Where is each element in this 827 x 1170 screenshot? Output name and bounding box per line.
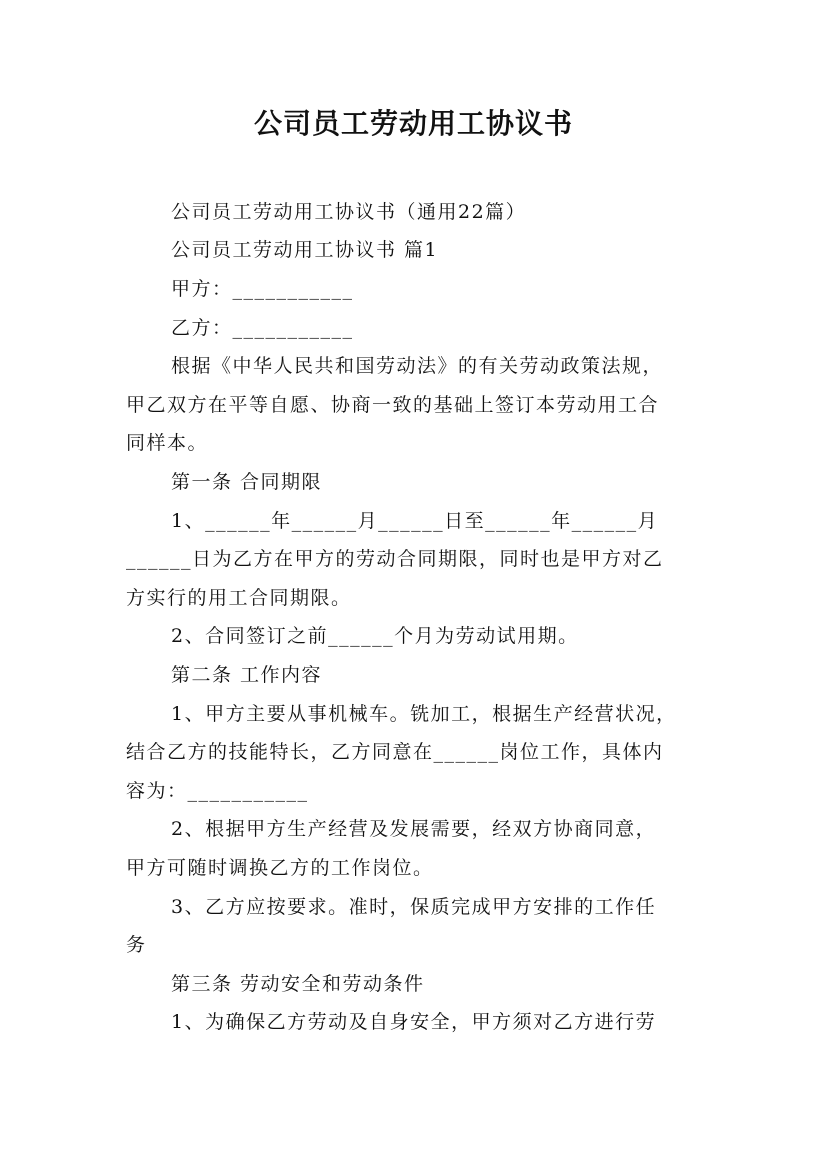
article-heading: 第二条 工作内容 xyxy=(171,664,323,686)
paragraph-line: 甲乙双方在平等自愿、协商一致的基础上签订本劳动用工合 xyxy=(126,394,660,416)
paragraph-line: 1、______年______月______日至______年______月 xyxy=(171,510,659,532)
paragraph-line: 1、甲方主要从事机械车。铣加工，根据生产经营状况， xyxy=(171,703,677,725)
paragraph-line: 3、乙方应按要求。准时，保质完成甲方安排的工作任 xyxy=(171,896,657,918)
paragraph-line: 2、根据甲方生产经营及发展需要，经双方协商同意， xyxy=(171,818,657,840)
paragraph-line: 容为：___________ xyxy=(126,780,309,802)
paragraph-line: 务 xyxy=(126,934,147,956)
paragraph-line: 2、合同签订之前______个月为劳动试用期。 xyxy=(171,625,579,647)
party-b-line: 乙方：___________ xyxy=(171,317,354,339)
paragraph-line: 方实行的用工合同期限。 xyxy=(126,587,352,609)
document-subtitle: 公司员工劳动用工协议书（通用22篇） xyxy=(171,201,527,223)
paragraph-line: ______日为乙方在甲方的劳动合同期限，同时也是甲方对乙 xyxy=(126,548,664,570)
paragraph-line: 同样本。 xyxy=(126,432,209,454)
paragraph-line: 甲方可随时调换乙方的工作岗位。 xyxy=(126,857,434,879)
paragraph-line: 根据《中华人民共和国劳动法》的有关劳动政策法规， xyxy=(171,355,664,377)
party-a-line: 甲方：___________ xyxy=(171,278,354,300)
article-heading: 第三条 劳动安全和劳动条件 xyxy=(171,973,425,995)
paragraph-line: 结合乙方的技能特长，乙方同意在______岗位工作，具体内 xyxy=(126,741,664,763)
document-title: 公司员工劳动用工协议书 xyxy=(253,107,573,140)
paragraph-line: 1、为确保乙方劳动及自身安全，甲方须对乙方进行劳 xyxy=(171,1011,657,1033)
section-heading: 公司员工劳动用工协议书 篇1 xyxy=(171,239,439,261)
article-heading: 第一条 合同期限 xyxy=(171,471,323,493)
